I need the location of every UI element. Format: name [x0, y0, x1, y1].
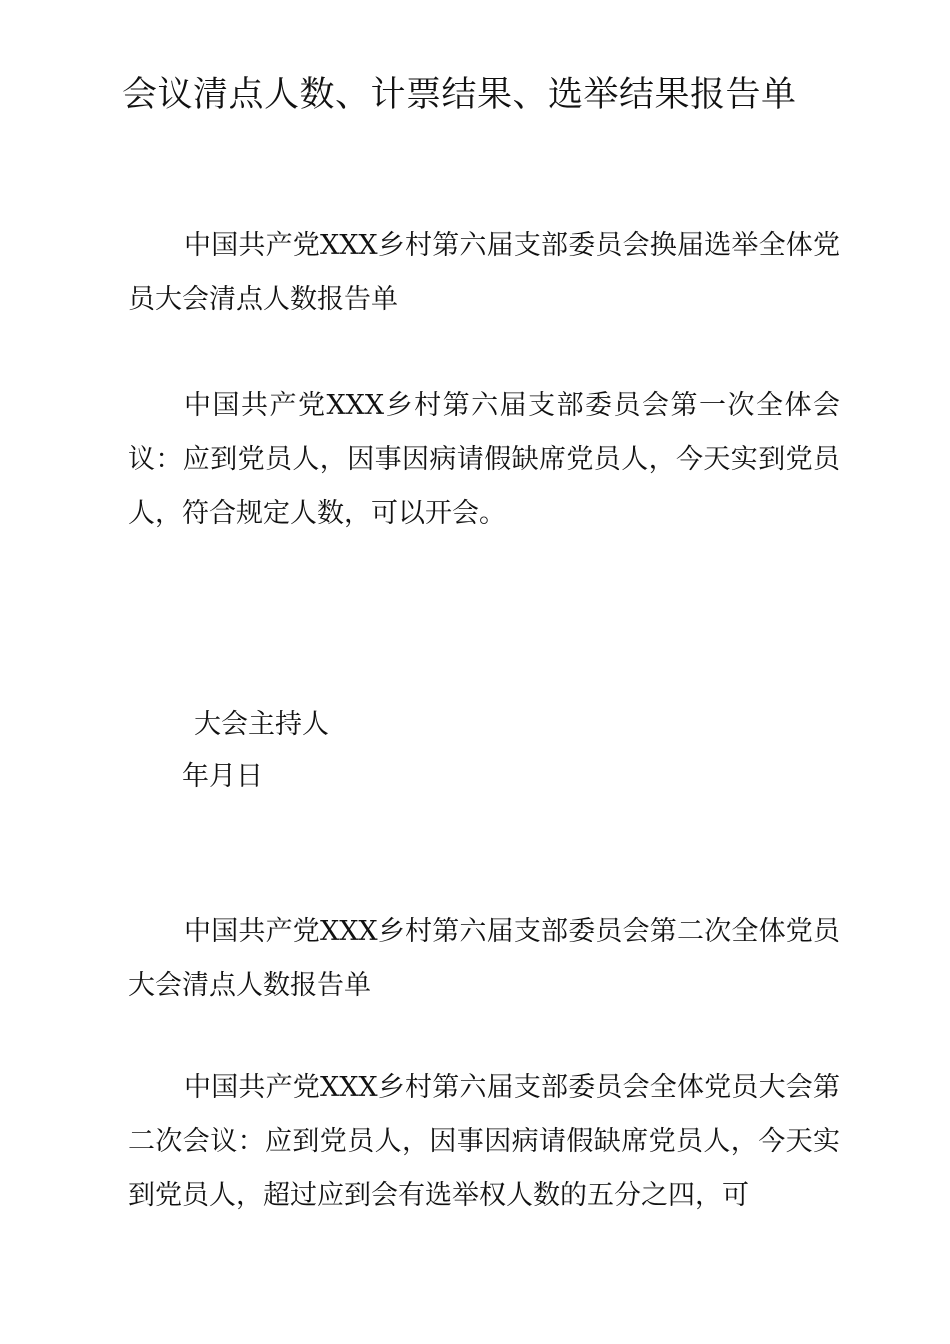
paragraph-first-meeting: 中国共产党XXX乡村第六届支部委员会第一次全体会议：应到党员人，因事因病请假缺席党员人，今天实到党员人，符合规定人数，可以开会。 — [128, 390, 840, 529]
document-title: 会议清点人数、计票结果、选举结果报告单 — [122, 75, 797, 115]
paragraph-headcount-title-1: 中国共产党XXX乡村第六届支部委员会换届选举全体党员大会清点人数报告单 — [128, 230, 840, 315]
paragraph-second-meeting: 中国共产党XXX乡村第六届支部委员会全体党员大会第二次会议：应到党员人，因事因病请假缺席党员人，今天实到党员人，超过应到会有选举权人数的五分之四，可 — [128, 1072, 840, 1211]
date-label: 年月日 — [182, 761, 263, 792]
paragraph-headcount-title-2: 中国共产党XXX乡村第六届支部委员会第二次全体党员大会清点人数报告单 — [128, 916, 840, 1001]
meeting-host-label: 大会主持人 — [194, 709, 329, 740]
